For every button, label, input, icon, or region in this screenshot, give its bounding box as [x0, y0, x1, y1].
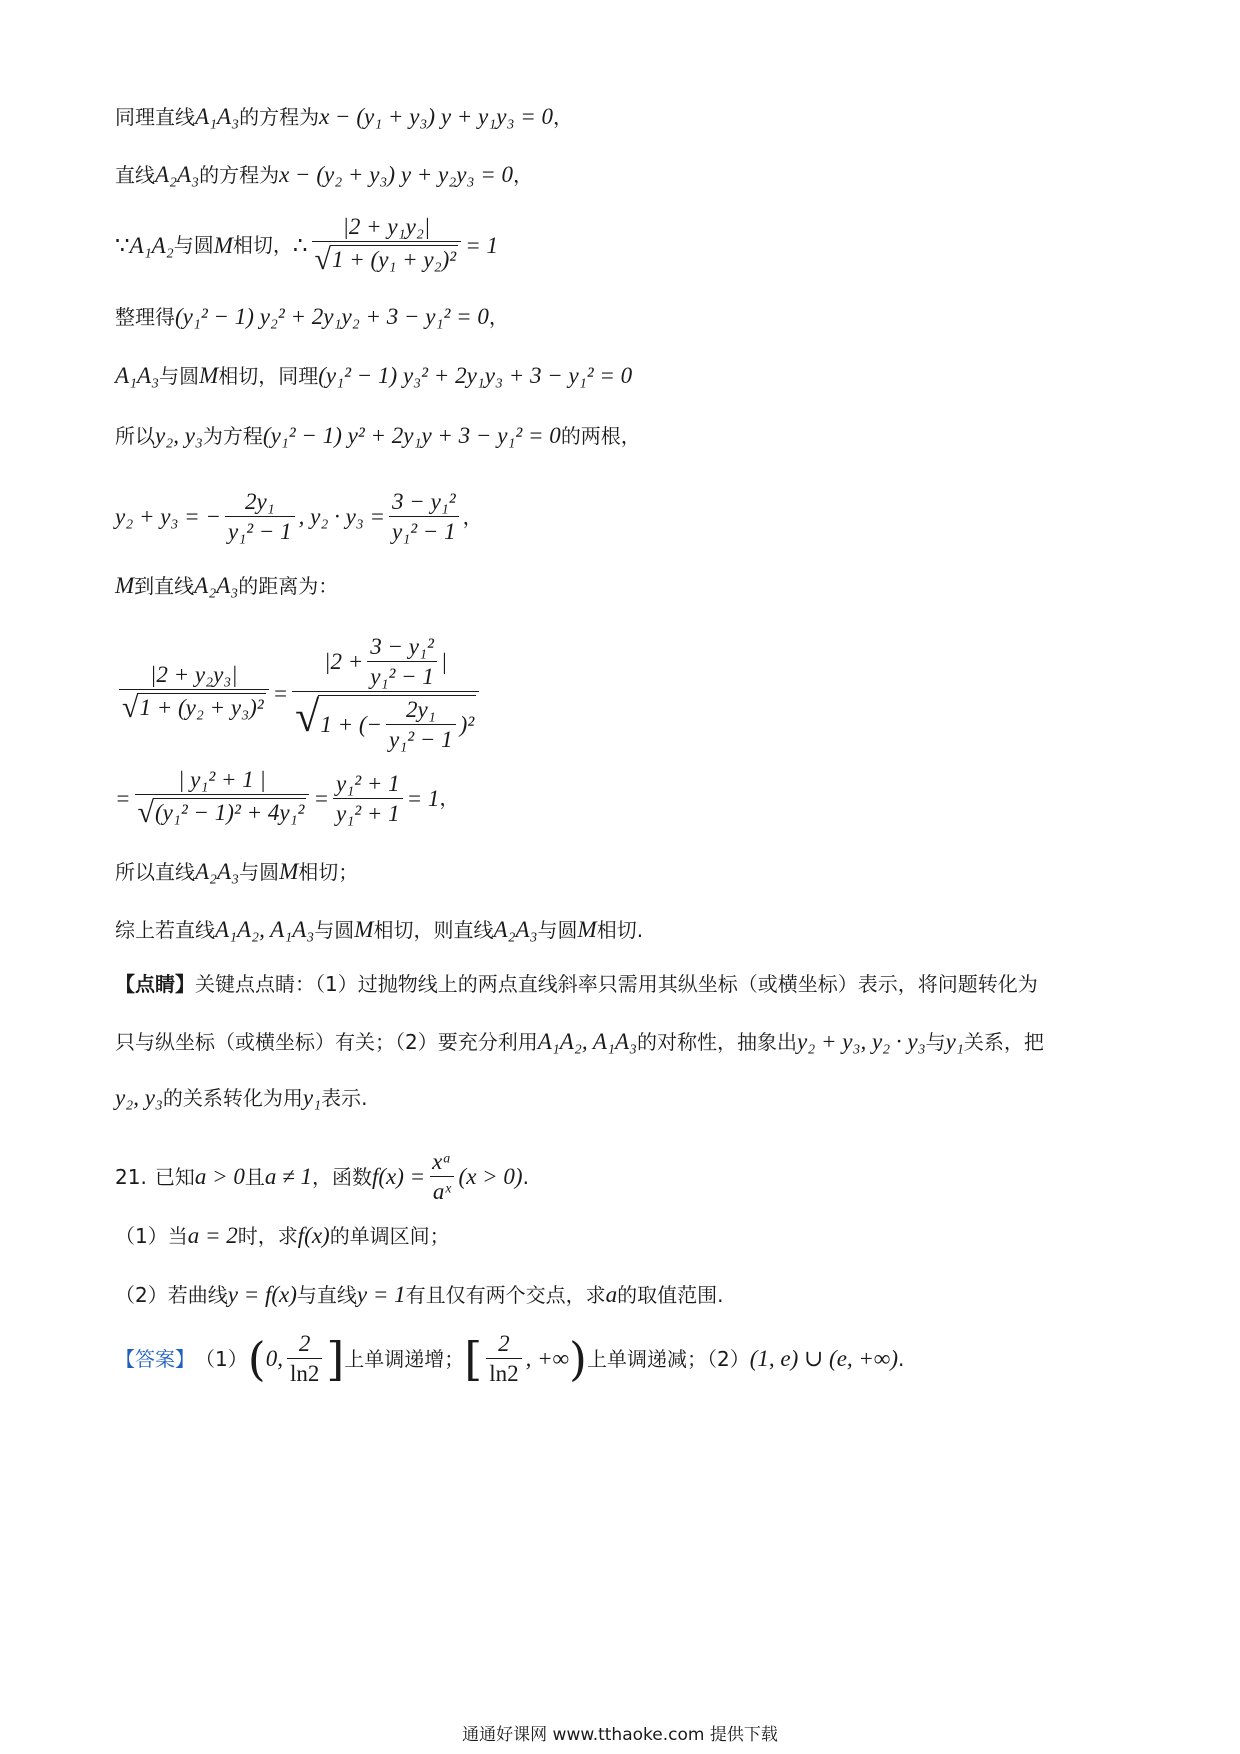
- numerator: | y₁² + 1 |: [178, 767, 266, 792]
- expression: 1 + (−: [320, 712, 383, 737]
- close-bracket: ]: [326, 1331, 345, 1386]
- question-21: [115, 1150, 529, 1203]
- sqrt-symbol: √: [295, 692, 320, 741]
- math-term: A₂A₃: [155, 162, 200, 187]
- interval-end: , +∞: [525, 1346, 570, 1371]
- page-footer: 通通好课网 www.tthaoke.com 提供下载: [462, 1725, 778, 1745]
- math-term: a: [605, 1282, 618, 1307]
- close-paren: ): [569, 1331, 587, 1386]
- domain: (x > 0): [458, 1164, 523, 1189]
- line-13: [115, 974, 1038, 994]
- numerator: [321, 635, 450, 691]
- radicand: (y₁² − 1)² + 4y₁²: [153, 798, 306, 828]
- text: 有且仅有两个交点，求: [405, 1282, 606, 1307]
- text: 为方程: [202, 423, 263, 448]
- math-term: A₁A₂: [129, 232, 174, 258]
- fraction: [225, 490, 295, 543]
- text: .: [897, 1346, 905, 1371]
- open-bracket: [: [464, 1331, 483, 1386]
- line-10: [115, 768, 459, 828]
- question-number: 21.: [115, 1164, 147, 1189]
- text: 的距离为：: [238, 573, 339, 598]
- math-term: y₁: [302, 1085, 322, 1110]
- fraction: [135, 768, 310, 828]
- answer-tag: 【答案】: [115, 1346, 195, 1371]
- text: 的对称性，抽象出: [637, 1029, 798, 1054]
- math-term: a > 0: [194, 1164, 245, 1189]
- expression: |: [440, 649, 448, 674]
- fraction: [389, 490, 459, 543]
- text: 时，求: [237, 1223, 298, 1248]
- text: 已知: [154, 1164, 195, 1189]
- math-term: y = f(x): [227, 1282, 297, 1307]
- math-term: A₁A₃: [195, 104, 240, 129]
- text: 的两根，: [560, 423, 641, 448]
- math-term: y₂, y₃: [155, 423, 203, 448]
- rhs: = 1: [406, 785, 440, 811]
- circle-name: M: [213, 232, 233, 258]
- equation: x − (y₂ + y₃) y + y₂y₃ = 0: [279, 162, 513, 187]
- text: 关键点点睛：（1）过抛物线上的两点直线斜率只需用其纵坐标（或横坐标）表示，将问题转化为: [195, 972, 1038, 996]
- math-term: A₂A₃: [194, 573, 239, 598]
- denominator: y₁² − 1: [225, 516, 295, 543]
- text: 直线: [115, 162, 155, 187]
- text: 与圆: [314, 917, 355, 942]
- math-term: y = 1: [356, 1282, 406, 1307]
- line-7: [115, 490, 483, 543]
- line-4: [115, 305, 509, 328]
- text: ，: [462, 504, 483, 529]
- answer-line: [115, 1332, 904, 1385]
- because-symbol: ∵: [115, 232, 130, 258]
- numerator: 2: [498, 1331, 510, 1356]
- inner-fraction: [386, 698, 456, 751]
- text: 的取值范围.: [617, 1282, 724, 1307]
- math-term: a = 2: [187, 1223, 238, 1248]
- line-3: [115, 215, 498, 275]
- line-11: [115, 860, 358, 883]
- fraction: [333, 772, 403, 825]
- open-paren: (: [247, 1331, 266, 1386]
- denominator: y₁² + 1: [333, 798, 403, 825]
- text: 上单调递增；: [344, 1346, 465, 1371]
- fraction: [429, 1150, 454, 1203]
- text: ，: [552, 104, 573, 129]
- circle-name: M: [199, 363, 219, 388]
- line-15: [115, 1086, 368, 1109]
- line-2: [115, 163, 533, 186]
- denominator: [312, 241, 462, 275]
- equation: (y₁² − 1) y₃² + 2y₁y₃ + 3 − y₁² = 0: [318, 363, 633, 388]
- numerator: xᵃ: [432, 1149, 452, 1174]
- text: 整理得: [115, 304, 175, 329]
- question-21-part-1: [115, 1224, 450, 1247]
- text: 与直线: [296, 1282, 357, 1307]
- numerator: |2 + y₁y₂|: [342, 214, 431, 239]
- equals: =: [272, 680, 289, 706]
- equation: (y₁² − 1) y² + 2y₁y + 3 − y₁² = 0: [262, 423, 561, 448]
- line-12: [115, 918, 643, 941]
- text: 到直线: [134, 573, 195, 598]
- math-term: A₂A₃: [493, 917, 538, 942]
- equation: x − (y₁ + y₃) y + y₁y₃ = 0: [319, 104, 553, 129]
- expression: , y₂ · y₃ =: [298, 504, 386, 529]
- denominator: ln2: [287, 1358, 322, 1385]
- numerator: |2 + y₂y₃|: [150, 662, 238, 687]
- function: f(x) =: [371, 1164, 426, 1189]
- text: 与圆: [239, 859, 280, 884]
- math-term: a ≠ 1: [264, 1164, 312, 1189]
- text: 相切.: [596, 917, 644, 942]
- expression: )²: [459, 712, 475, 737]
- math-term: M: [115, 573, 135, 598]
- text: ，函数: [311, 1164, 372, 1189]
- fraction: [287, 1332, 322, 1385]
- denominator: y₁² − 1: [367, 661, 437, 688]
- answer-range: (1, e) ∪ (e, +∞): [749, 1346, 898, 1371]
- denominator: y₁² − 1: [389, 516, 459, 543]
- text: 且: [244, 1164, 265, 1189]
- radicand: 1 + (y₁ + y₂)²: [330, 245, 458, 275]
- text: 所以直线: [115, 859, 195, 884]
- denominator: [292, 691, 479, 751]
- denominator: ln2: [486, 1358, 521, 1385]
- numerator: 2: [298, 1331, 311, 1356]
- text: （1）当: [115, 1223, 188, 1248]
- circle-name: M: [577, 917, 597, 942]
- text: 所以: [115, 423, 155, 448]
- text: 相切；: [298, 859, 359, 884]
- radicand: [318, 695, 476, 751]
- circle-name: M: [279, 859, 299, 884]
- numerator: 2y₁: [244, 489, 275, 514]
- numerator: 3 − y₁²: [392, 489, 456, 514]
- sqrt-symbol: √: [137, 796, 154, 829]
- math-term: f(x): [297, 1223, 330, 1248]
- math-term: A₁A₂, A₁A₃: [537, 1029, 638, 1054]
- text: 同理直线: [115, 104, 195, 129]
- interval-start: 0,: [265, 1346, 283, 1371]
- text: 表示.: [321, 1085, 368, 1110]
- numerator: 3 − y₁²: [370, 634, 434, 659]
- line-6: [115, 424, 641, 447]
- text: 综上若直线: [115, 917, 215, 942]
- text: 与: [925, 1029, 946, 1054]
- expression: |2 +: [324, 649, 364, 674]
- question-21-part-2: [115, 1283, 723, 1306]
- circle-name: M: [354, 917, 374, 942]
- text: .: [522, 1164, 529, 1189]
- text: ，: [488, 304, 509, 329]
- line-8: [115, 574, 338, 597]
- line-9: [115, 635, 483, 751]
- text: 的方程为: [239, 104, 320, 129]
- text: 相切，: [232, 233, 293, 257]
- numerator: y₁² + 1: [336, 770, 400, 796]
- equation: (y₁² − 1) y₂² + 2y₁y₂ + 3 − y₁² = 0: [175, 304, 489, 329]
- denominator: y₁² − 1: [386, 724, 456, 751]
- equals: =: [115, 785, 131, 811]
- equals: =: [313, 785, 329, 811]
- text: 只与纵坐标（或横坐标）有关；（2）要充分利用: [115, 1029, 538, 1054]
- fraction: [312, 215, 462, 275]
- inner-fraction: [367, 635, 437, 688]
- denominator: [119, 689, 269, 723]
- numerator: 2y₁: [405, 697, 436, 722]
- denominator: [135, 794, 310, 828]
- fraction: [119, 663, 269, 723]
- text: ，: [512, 162, 533, 187]
- line-5: [115, 364, 632, 387]
- text: ，: [439, 786, 460, 810]
- text: 的关系转化为用: [162, 1085, 303, 1110]
- math-term: y₂ + y₃, y₂ · y₃: [797, 1029, 926, 1054]
- text: 相切，则直线: [373, 917, 494, 942]
- denominator: aˣ: [430, 1176, 454, 1203]
- text: 与圆: [537, 917, 578, 942]
- math-term: y₁: [945, 1029, 964, 1054]
- text: 上单调递减；（2）: [587, 1346, 750, 1371]
- text: 关系，把: [963, 1029, 1044, 1054]
- radicand: 1 + (y₂ + y₃)²: [137, 693, 265, 723]
- expression: y₂ + y₃ = −: [115, 504, 221, 529]
- text: 的方程为: [199, 162, 280, 187]
- text: 的单调区间；: [329, 1223, 450, 1248]
- math-term: y₂, y₃: [115, 1085, 163, 1110]
- text: （1）: [195, 1346, 248, 1371]
- note-tag: 【点睛】: [115, 972, 195, 996]
- text: 与圆: [159, 363, 200, 388]
- math-term: A₁A₂, A₁A₃: [215, 917, 315, 942]
- math-term: A₁A₃: [115, 363, 160, 388]
- text: 与圆: [173, 233, 214, 257]
- rhs: = 1: [465, 232, 498, 258]
- therefore-symbol: ∴: [292, 232, 308, 258]
- line-1: [115, 105, 573, 128]
- text: 相切，同理: [218, 363, 319, 388]
- math-term: A₂A₃: [195, 859, 240, 884]
- line-14: [115, 1030, 1044, 1053]
- fraction: [292, 635, 479, 751]
- fraction: [486, 1332, 521, 1385]
- sqrt-symbol: √: [314, 243, 332, 276]
- sqrt-symbol: √: [122, 691, 139, 724]
- text: （2）若曲线: [115, 1282, 228, 1307]
